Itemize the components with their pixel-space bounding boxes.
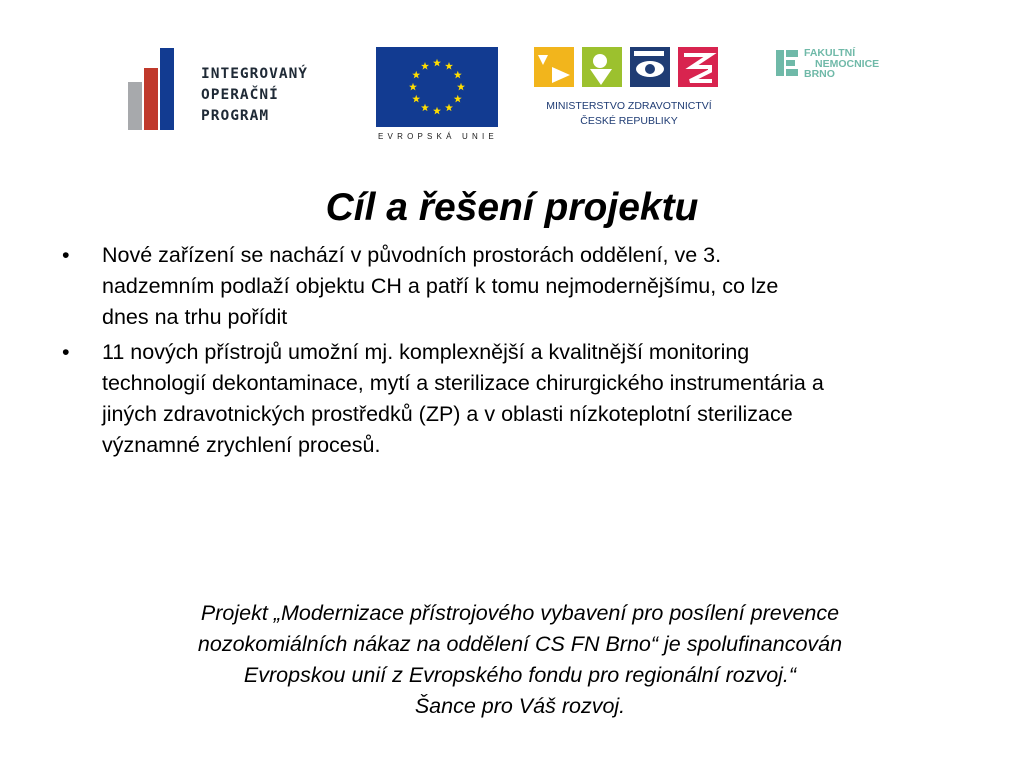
eu-caption: EVROPSKÁ UNIE: [378, 132, 498, 141]
bullet-line: Nové zařízení se nachází v původních prostorách oddělení, ve 3.: [102, 243, 722, 267]
slide-title: Cíl a řešení projektu: [325, 186, 699, 229]
bullet-line: technologií dekontaminace, mytí a sterilizace chirurgického instrumentária a: [102, 371, 824, 395]
funding-statement: [90, 598, 950, 722]
logo-bar: [0, 0, 1024, 160]
bullet-line: významné zrychlení procesů.: [102, 433, 381, 457]
bullet-line: 11 nových přístrojů umožní mj. komplexnější a kvalitnější monitoring: [102, 340, 750, 364]
ministry-logo: [534, 47, 724, 135]
ministry-logo-text: [534, 99, 724, 129]
bullet-item: [62, 337, 992, 461]
iop-bar-red: [144, 68, 158, 130]
hospital-logo-text: [804, 48, 879, 80]
iop-bar-blue: [160, 48, 174, 130]
bullet-marker: •: [62, 340, 70, 364]
iop-line-2: OPERAČNÍ: [201, 87, 279, 103]
iop-line-1: INTEGROVANÝ: [201, 66, 309, 82]
bullet-item: [62, 240, 992, 333]
bullet-marker: •: [62, 243, 70, 267]
eu-logo: [376, 47, 500, 147]
iop-bars-icon: [128, 48, 190, 130]
footer-line-3: Evropskou unií z Evropského fondu pro regionální rozvoj.“: [243, 663, 797, 687]
ministry-line-2: ČESKÉ REPUBLIKY: [580, 115, 678, 127]
iop-logo-text: [201, 64, 308, 127]
hospital-logo: [776, 47, 906, 83]
iop-line-3: PROGRAM: [201, 108, 270, 124]
hospital-line-1: FAKULTNÍ: [804, 47, 856, 59]
bullet-line: nadzemním podlaží objektu CH a patří k tomu nejmodernějšímu, co lze: [102, 274, 779, 298]
iop-bar-gray: [128, 82, 142, 130]
footer-line-1: Projekt „Modernizace přístrojového vybavení pro posílení prevence: [200, 601, 840, 625]
bullet-list: [62, 240, 992, 465]
footer-line-2: nozokomiálních nákaz na oddělení CS FN Brno“ je spolufinancován: [197, 632, 843, 656]
bullet-line: jiných zdravotnických prostředků (ZP) a v oblasti nízkoteplotní sterilizace: [102, 402, 793, 426]
bullet-line: dnes na trhu pořídit: [102, 305, 288, 329]
hospital-line-2: NEMOCNICE: [815, 57, 880, 70]
hospital-mark-icon: [776, 48, 798, 78]
ministry-emblem-icon: [534, 47, 720, 87]
hospital-line-3: BRNO: [804, 68, 835, 80]
footer-line-4: Šance pro Váš rozvoj.: [414, 694, 626, 718]
iop-logo: [128, 48, 343, 132]
ministry-line-1: MINISTERSTVO ZDRAVOTNICTVÍ: [546, 100, 712, 112]
eu-flag-icon: [376, 47, 498, 127]
